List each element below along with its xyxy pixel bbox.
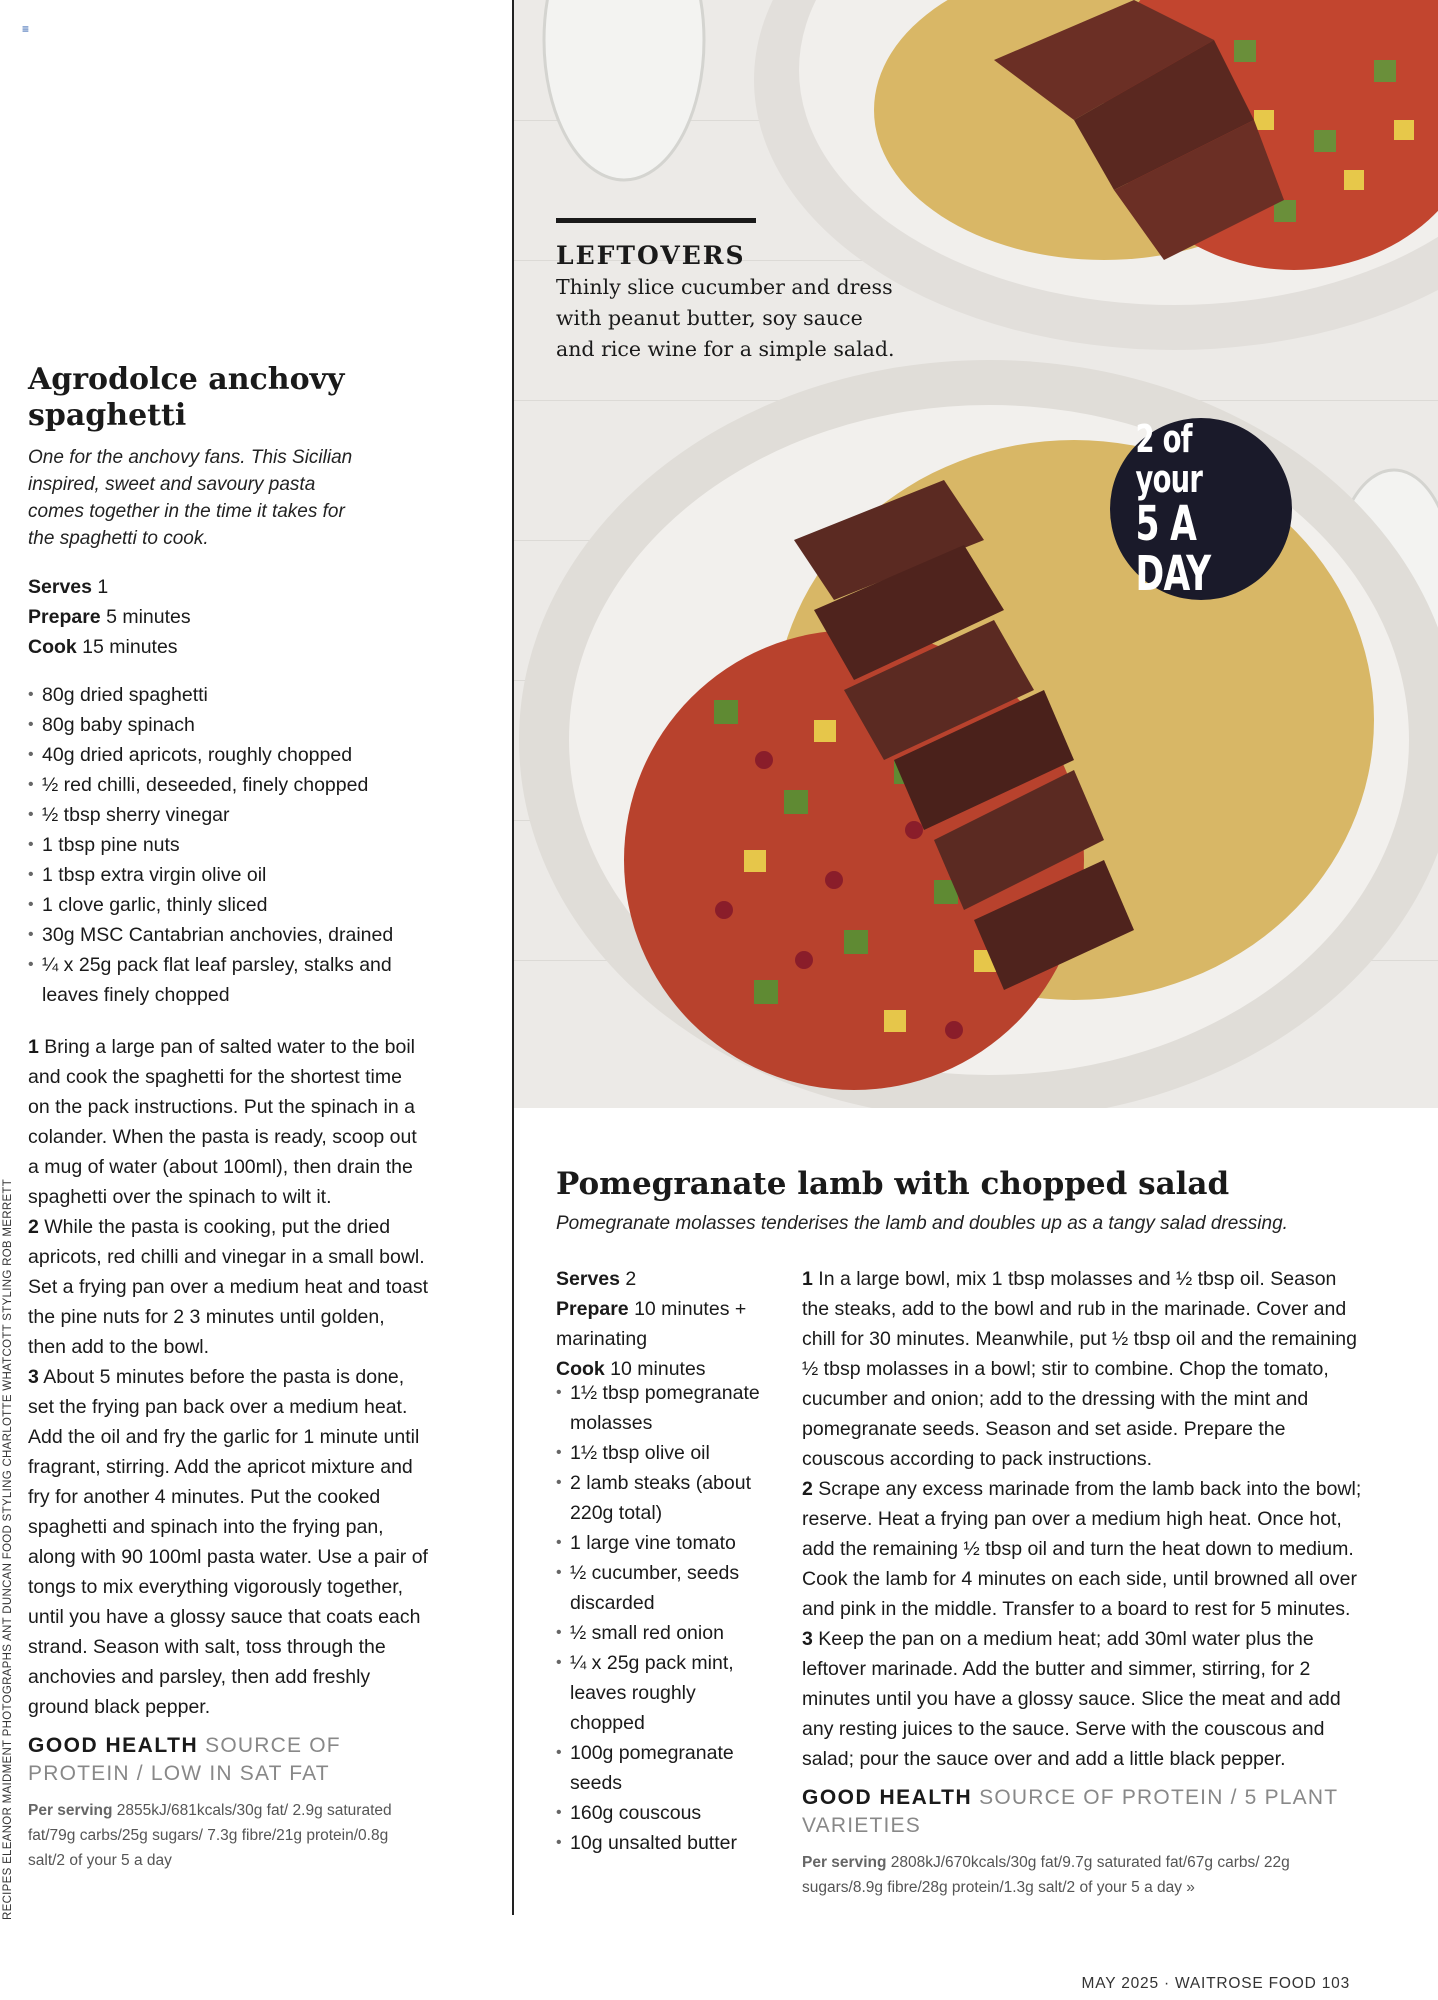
prepare-line (556, 1294, 756, 1354)
food-illustration (514, 0, 1438, 1108)
menu-icon[interactable]: ≡ (22, 22, 30, 36)
prepare-label: Prepare (28, 606, 101, 628)
serves-value: 1 (97, 576, 109, 598)
right-good-health (802, 1784, 1362, 1840)
right-recipe-title: Pomegranate lamb with chopped salad (556, 1166, 1230, 1202)
five-a-day-badge (1110, 418, 1292, 600)
left-recipe (28, 362, 428, 1873)
leftovers-heading: LEFTOVERS (556, 241, 746, 270)
step-text: Scrape any excess marinade from the lamb back into the bowl; reserve. Heat a frying pan over a medium high heat. Once hot, add the remaining ½ tbsp oil and turn the heat down to medium. Cook the lamb for 4 minutes on each side, until browned all over and pink in the middle. Transfer to a board to rest for 5 minutes. (802, 1478, 1362, 1620)
page-footer: MAY 2025 · WAITROSE FOOD 103 (1081, 1975, 1350, 1992)
good-health-label: GOOD HEALTH (28, 1734, 199, 1757)
ingredient-item: • 1 tbsp extra virgin olive oil (28, 860, 428, 890)
method-step (802, 1474, 1362, 1624)
ingredient-item: • 1½ tbsp olive oil (556, 1438, 766, 1468)
step-text: Bring a large pan of salted water to the boil and cook the spaghetti for the shortest time on the pack instructions. Put the spinach in a colander. When the pasta is ready, scoop out a mug of water (about 100ml), then drain the spaghetti over the spinach to wilt it. (28, 1036, 417, 1208)
ingredient-item: • 40g dried apricots, roughly chopped (28, 740, 428, 770)
good-health-text: SOURCE OF PROTEIN / 5 PLANT VARIETIES (802, 1786, 1338, 1837)
right-nutrition (802, 1850, 1362, 1900)
right-recipe-intro: Pomegranate molasses tenderises the lamb and doubles up as a tangy salad dressing. (556, 1213, 1288, 1234)
ingredient-item: • ½ red chilli, deseeded, finely chopped (28, 770, 428, 800)
ingredient-item: • ½ tbsp sherry vinegar (28, 800, 428, 830)
left-good-health (28, 1732, 428, 1788)
cook-value: 15 minutes (82, 636, 178, 658)
cook-value: 10 minutes (610, 1358, 706, 1380)
step-text: About 5 minutes before the pasta is done, set the frying pan back over a medium heat. Add the oil and fry the garlic for 1 minute until fragrant, stirring. Add the apricot mixture and fry for another 4 minutes. Put the cooked spaghetti and spinach into the frying pan, along with 90 100ml pasta water. Use a pair of tongs to mix everything vigorously together, until you have a glossy sauce that coats each strand. Season with salt, toss through the anchovies and parsley, then add freshly ground black pepper. (28, 1366, 428, 1718)
serves-label: Serves (556, 1268, 620, 1290)
prepare-line (28, 602, 428, 632)
ingredient-item: • 1 large vine tomato (556, 1528, 766, 1558)
ingredient-item: • 2 lamb steaks (about 220g total) (556, 1468, 766, 1528)
step-text: Keep the pan on a medium heat; add 30ml water plus the leftover marinade. Add the butter and simmer, stirring, for 2 minutes until you have a glossy sauce. Slice the meat and add any resting juices to the sauce. Serve with the couscous and salad; pour the sauce over and add a little black pepper. (802, 1628, 1341, 1770)
ingredient-item: • 80g dried spaghetti (28, 680, 428, 710)
step-number: 2 (28, 1216, 39, 1238)
method-step (802, 1624, 1362, 1774)
step-number: 1 (28, 1036, 39, 1058)
left-method (28, 1032, 428, 1722)
photo-credits (2, 1110, 26, 1920)
serves-label: Serves (28, 576, 92, 598)
ingredient-item: • 80g baby spinach (28, 710, 428, 740)
food-photo (514, 0, 1438, 1108)
step-number: 3 (28, 1366, 39, 1388)
per-serving-text: 2808kJ/670kcals/30g fat/9.7g saturated fat/67g carbs/ 22g sugars/8.9g fibre/28g protein/1.3g salt/2 of your 5 a day » (802, 1854, 1290, 1896)
leftovers-rule (556, 218, 756, 223)
leftovers-text: Thinly slice cucumber and dress with peanut butter, soy sauce and rice wine for a simple salad. (556, 275, 895, 361)
credits-text: RECIPES ELEANOR MAIDMENT PHOTOGRAPHS ANT DUNCAN FOOD STYLING CHARLOTTE WHATCOTT STYLING ROB MERRETT (2, 1178, 14, 1920)
ingredient-item: • ½ cucumber, seeds discarded (556, 1558, 766, 1618)
method-step (802, 1264, 1362, 1474)
left-nutrition (28, 1798, 428, 1873)
cook-line (28, 632, 428, 662)
step-number: 3 (802, 1628, 813, 1650)
serves-line (28, 572, 428, 602)
method-step (28, 1362, 428, 1722)
method-step (28, 1212, 428, 1362)
ingredient-item: • ½ small red onion (556, 1618, 766, 1648)
ingredient-item: • 100g pomegranate seeds (556, 1738, 766, 1798)
good-health-text: SOURCE OF PROTEIN / LOW IN SAT FAT (28, 1734, 341, 1785)
ingredient-item: • 1½ tbsp pomegranate molasses (556, 1378, 766, 1438)
badge-line-1: 2 of your (1135, 417, 1203, 501)
prepare-value: 5 minutes (106, 606, 191, 628)
per-serving-label: Per serving (28, 1802, 113, 1819)
step-text: In a large bowl, mix 1 tbsp molasses and ½ tbsp oil. Season the steaks, add to the bowl and rub in the marinade. Cover and chill for 30 minutes. Meanwhile, put ½ tbsp oil and the remaining ½ tbsp molasses in a bowl; stir to combine. Chop the tomato, cucumber and onion; add to the dressing with the mint and pomegranate seeds. Season and set aside. Prepare the couscous according to pack instructions. (802, 1268, 1357, 1470)
ingredient-item: • ¼ x 25g pack flat leaf parsley, stalks and leaves finely chopped (28, 950, 428, 1010)
ingredient-item: • ¼ x 25g pack mint, leaves roughly chopped (556, 1648, 766, 1738)
cook-label: Cook (556, 1358, 605, 1380)
serves-value: 2 (625, 1268, 637, 1290)
ingredient-item: • 160g couscous (556, 1798, 766, 1828)
good-health-label: GOOD HEALTH (802, 1786, 973, 1809)
right-method (802, 1264, 1362, 1900)
ingredient-item: • 1 clove garlic, thinly sliced (28, 890, 428, 920)
method-step (28, 1032, 428, 1212)
prepare-value: 10 minutes + marinating (556, 1298, 747, 1350)
per-serving-label: Per serving (802, 1854, 887, 1871)
badge-line-2: 5 A DAY (1135, 496, 1211, 602)
left-recipe-intro: One for the anchovy fans. This Sicilian inspired, sweet and savoury pasta comes together in the time it takes for the spaghetti to cook. (28, 447, 353, 549)
right-ingredients (556, 1378, 766, 1858)
prepare-label: Prepare (556, 1298, 629, 1320)
cook-label: Cook (28, 636, 77, 658)
step-number: 1 (802, 1268, 813, 1290)
leftovers-box (556, 218, 896, 365)
ingredient-item: • 10g unsalted butter (556, 1828, 766, 1858)
left-ingredients (28, 680, 428, 1010)
ingredient-item: • 30g MSC Cantabrian anchovies, drained (28, 920, 428, 950)
per-serving-text: 2855kJ/681kcals/30g fat/ 2.9g saturated fat/79g carbs/25g sugars/ 7.3g fibre/21g protein/0.8g salt/2 of your 5 a day (28, 1802, 392, 1869)
left-recipe-title: Agrodolce anchovy spaghetti (28, 362, 345, 433)
step-number: 2 (802, 1478, 813, 1500)
serves-line (556, 1264, 756, 1294)
step-text: While the pasta is cooking, put the dried apricots, red chilli and vinegar in a small bowl. Set a frying pan over a medium heat and toast the pine nuts for 2 3 minutes until golden, then add to the bowl. (28, 1216, 428, 1358)
ingredient-item: • 1 tbsp pine nuts (28, 830, 428, 860)
right-recipe-meta (556, 1264, 756, 1384)
